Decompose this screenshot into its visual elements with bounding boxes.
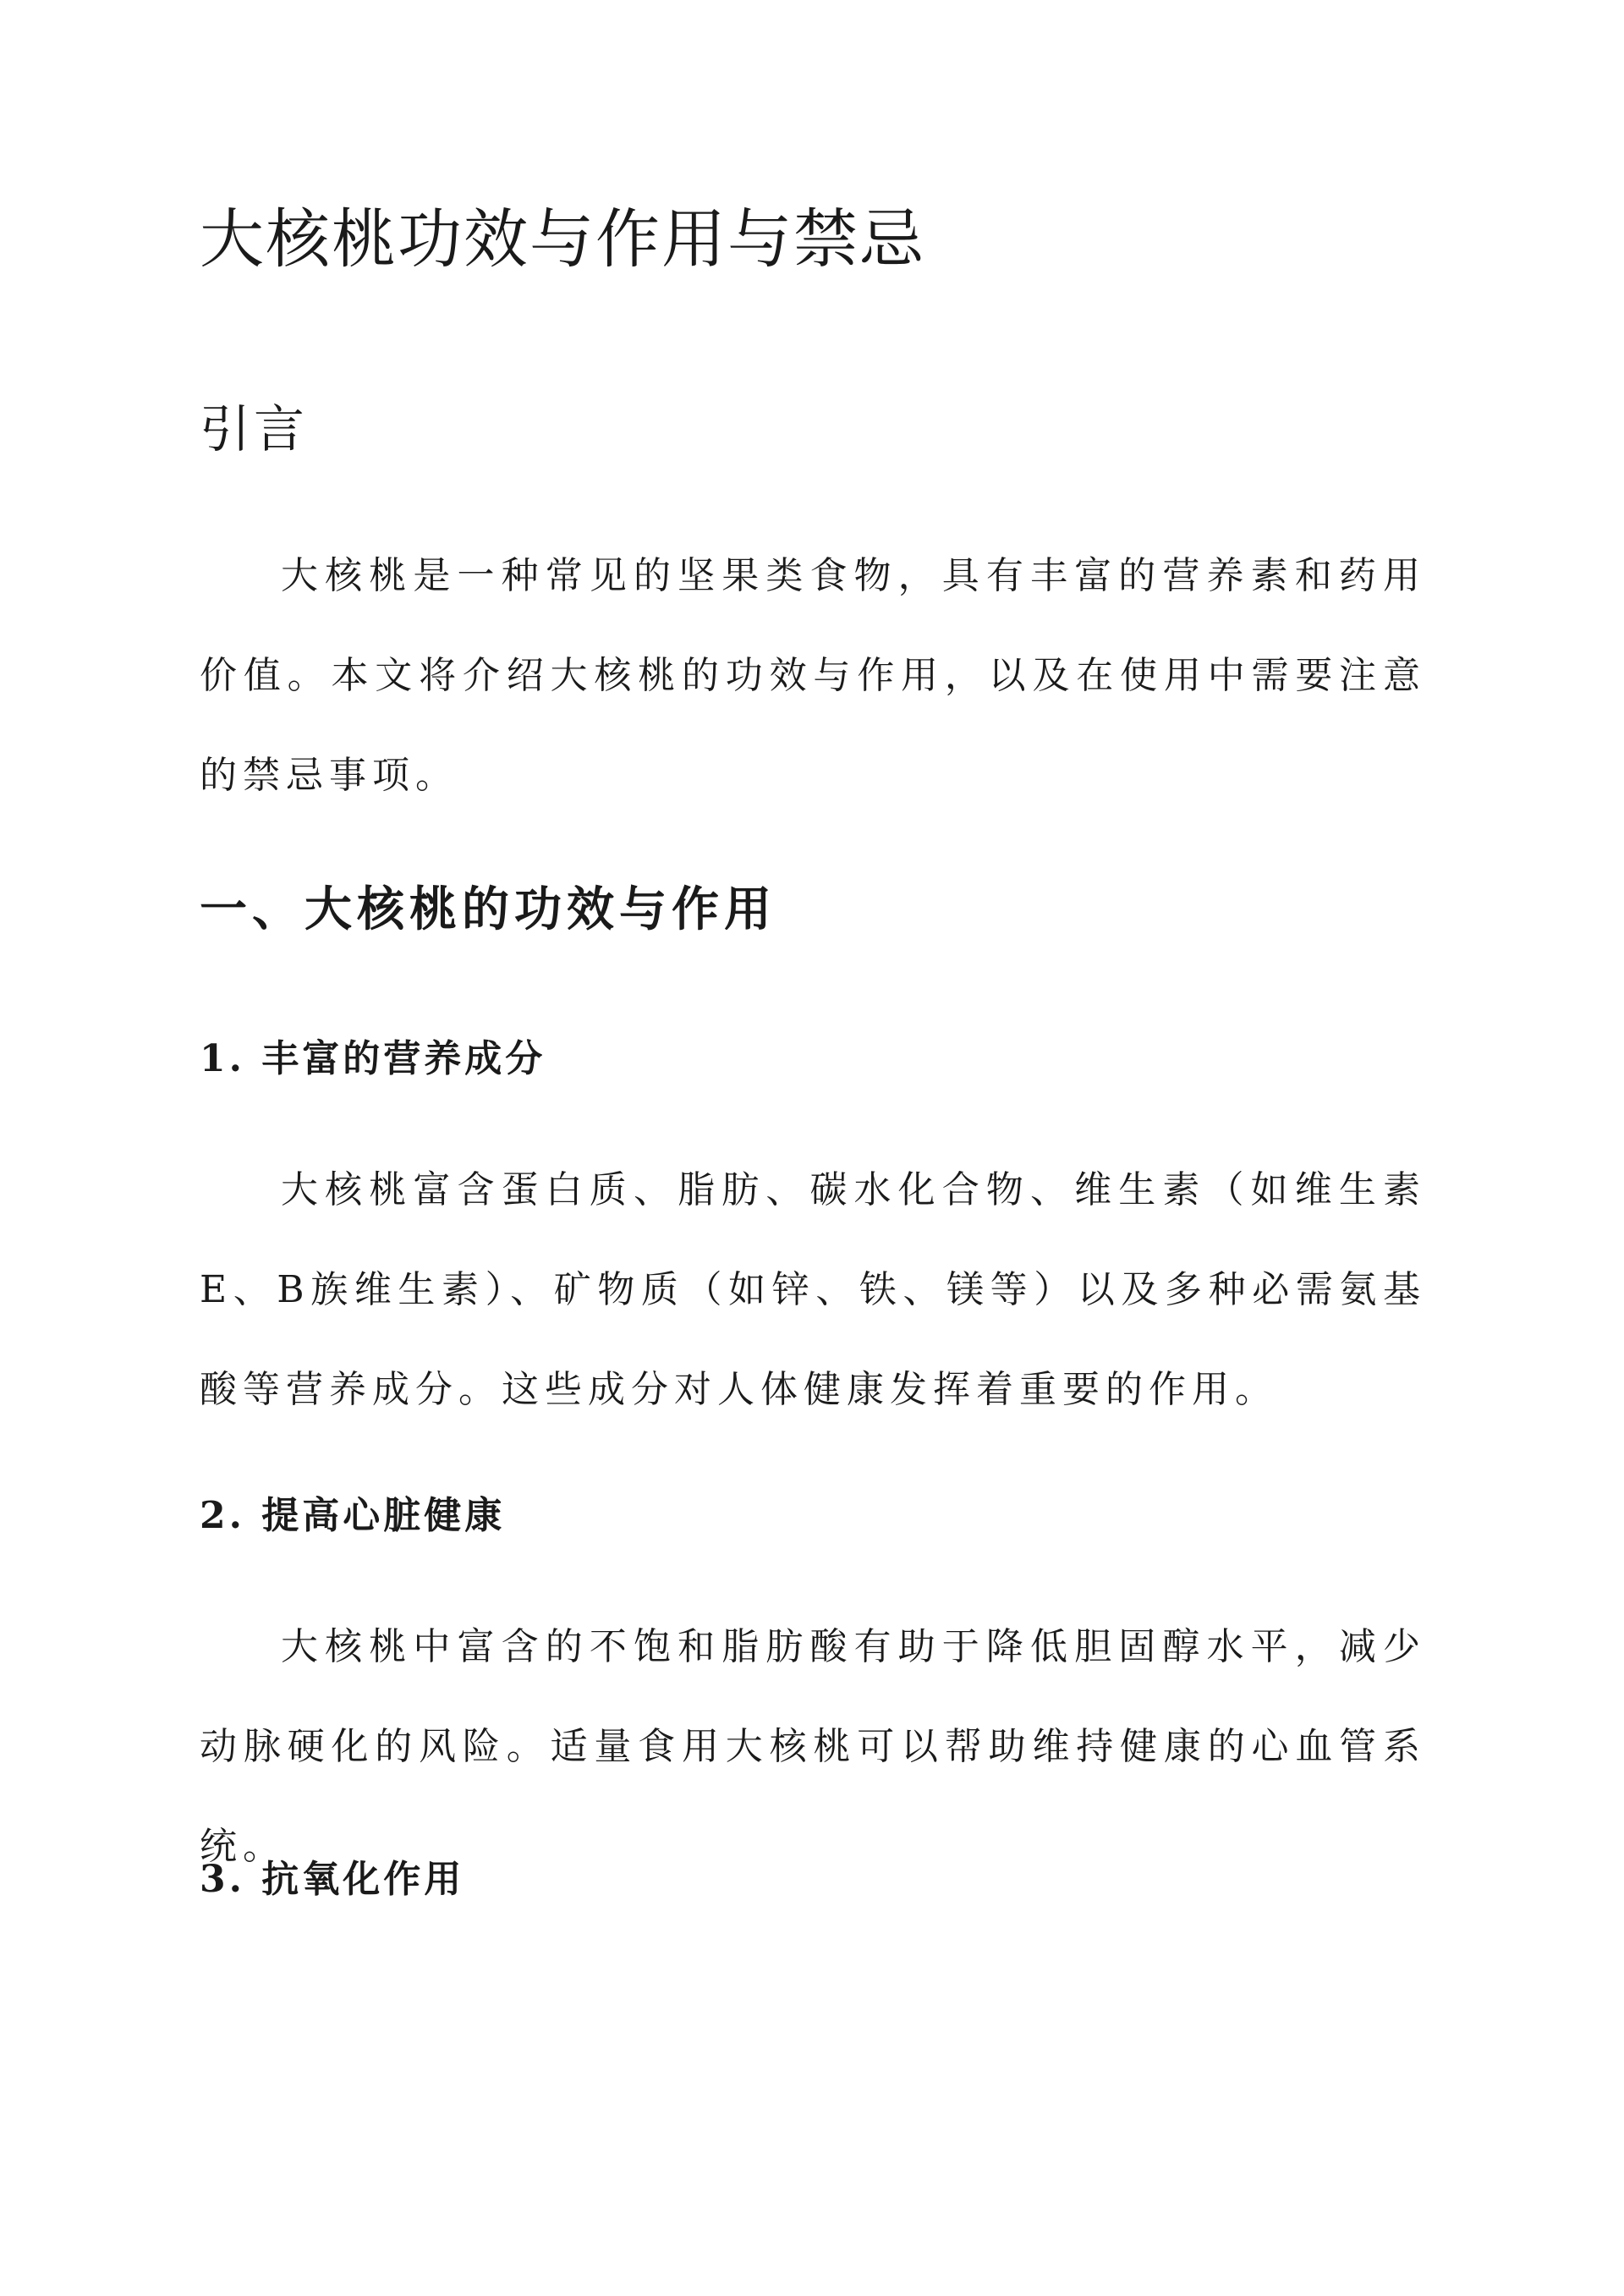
subsection-2-heading: 2. 提高心脏健康 bbox=[200, 1494, 506, 1537]
section-1-heading: 一、大核桃的功效与作用 bbox=[200, 882, 776, 937]
document-title: 大核桃功效与作用与禁忌 bbox=[200, 201, 925, 277]
subsection-3-heading: 3. 抗氧化作用 bbox=[200, 1858, 465, 1901]
subsection-2-paragraph: 大核桃中富含的不饱和脂肪酸有助于降低胆固醇水平，减少动脉硬化的风险。适量食用大核桃可以帮助维持健康的心血管系统。 bbox=[200, 1625, 1426, 1868]
subsection-1-paragraph: 大核桃富含蛋白质、脂肪、碳水化合物、维生素（如维生素E、B族维生素）、矿物质（如锌、铁、镁等）以及多种必需氨基酸等营养成分。这些成分对人体健康发挥着重要的作用。 bbox=[200, 1168, 1426, 1411]
intro-paragraph: 大核桃是一种常见的坚果类食物，具有丰富的营养素和药用价值。本文将介绍大核桃的功效与作用，以及在使用中需要注意的禁忌事项。 bbox=[200, 554, 1426, 797]
subsection-1-heading: 1. 丰富的营养成分 bbox=[200, 1037, 546, 1080]
intro-heading: 引言 bbox=[200, 400, 308, 459]
